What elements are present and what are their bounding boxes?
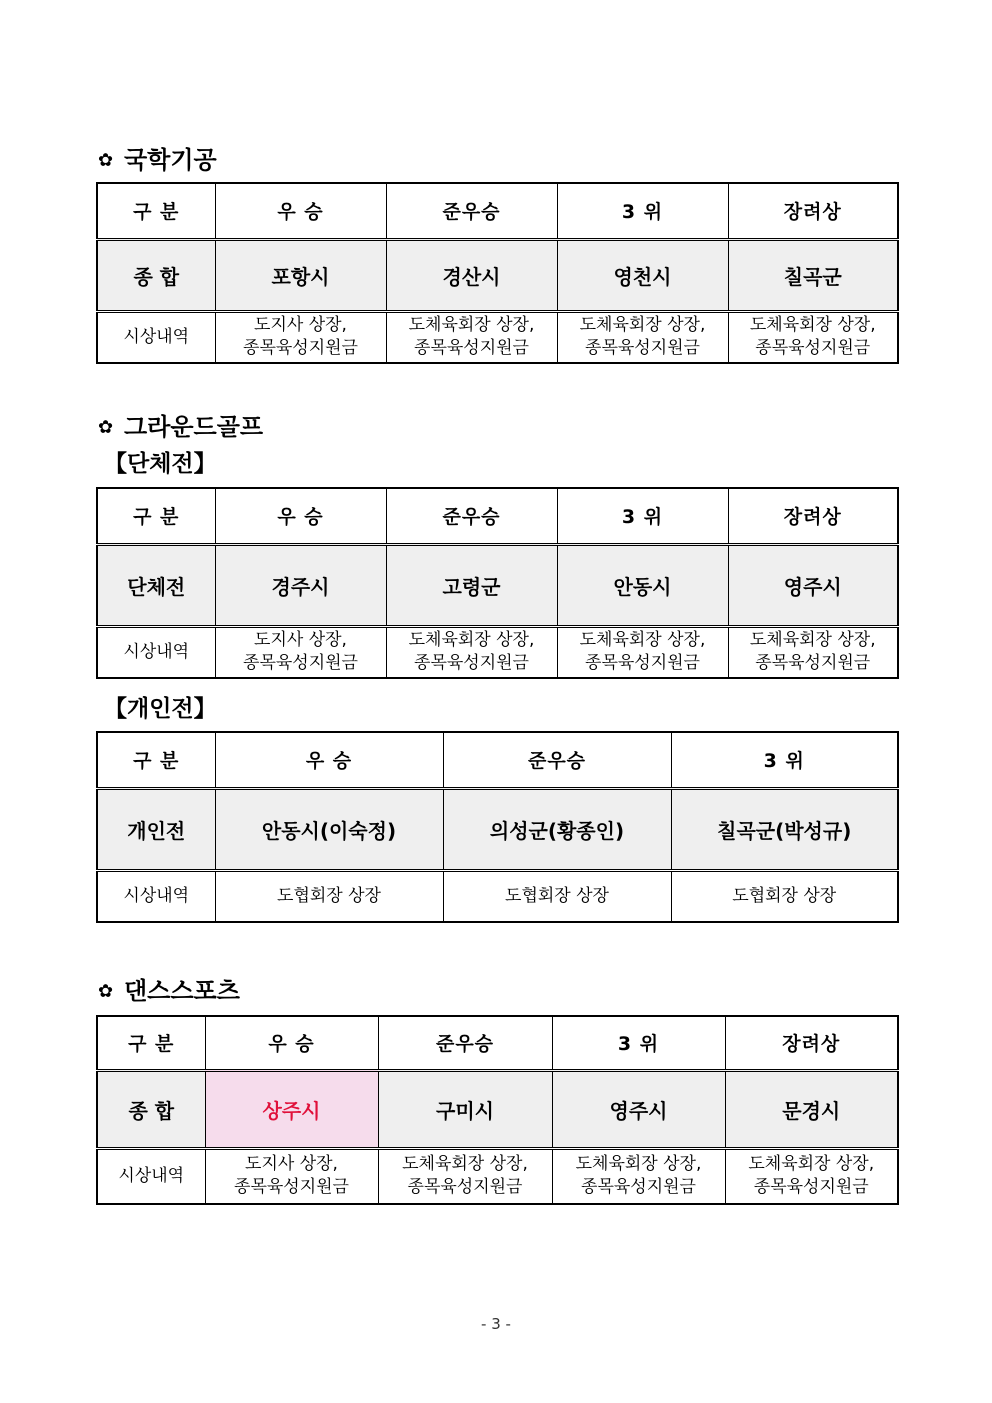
award-cell: 도체육회장 상장, 종목육성지원금 [557,626,728,678]
winner-cell: 영주시 [728,544,898,626]
table-header-row [97,1016,898,1070]
page-number: - 3 - [481,1315,511,1333]
header-cell: 3 위 [552,1016,725,1070]
ground-golf-team-table [96,487,899,679]
row-label: 시상내역 [97,870,215,922]
winner-cell: 칠곡군(박성규) [671,788,898,870]
awards-row [97,311,898,363]
award-cell: 도체육회장 상장, 종목육성지원금 [552,1148,725,1204]
header-cell: 준우승 [378,1016,552,1070]
header-cell: 구 분 [97,488,215,544]
header-cell: 준우승 [443,732,671,788]
winners-row [97,544,898,626]
award-cell: 도지사 상장, 종목육성지원금 [215,311,386,363]
awards-row [97,626,898,678]
winner-cell: 경산시 [386,239,557,311]
award-cell: 도체육회장 상장, 종목육성지원금 [725,1148,898,1204]
section-title-ground-golf [98,407,263,442]
row-label: 시상내역 [97,1148,205,1204]
row-label: 시상내역 [97,626,215,678]
table-header-row [97,732,898,788]
award-cell: 도체육회장 상장, 종목육성지원금 [557,311,728,363]
award-cell: 도체육회장 상장, 종목육성지원금 [386,311,557,363]
row-label: 단체전 [97,544,215,626]
winner-cell-highlighted: 상주시 [205,1070,378,1148]
header-cell: 3 위 [557,488,728,544]
header-cell: 장려상 [728,488,898,544]
winner-cell: 경주시 [215,544,386,626]
award-cell: 도체육회장 상장, 종목육성지원금 [386,626,557,678]
row-label: 종 합 [97,1070,205,1148]
header-cell: 구 분 [97,183,215,239]
winner-cell: 문경시 [725,1070,898,1148]
section-title-text: 그라운드골프 [124,413,264,441]
award-cell: 도체육회장 상장, 종목육성지원금 [378,1148,552,1204]
winner-cell: 구미시 [378,1070,552,1148]
award-cell: 도지사 상장, 종목육성지원금 [205,1148,378,1204]
header-cell: 구 분 [97,732,215,788]
flower-icon: ✿ [98,417,114,438]
winner-cell: 의성군(황종인) [443,788,671,870]
winner-cell: 안동시(이숙정) [215,788,443,870]
subtitle-team: 【단체전】 [104,451,217,477]
award-cell: 도협회장 상장 [443,870,671,922]
gukhak-table [96,182,899,364]
header-cell: 준우승 [386,488,557,544]
awards-row [97,1148,898,1204]
winner-cell: 영천시 [557,239,728,311]
award-cell: 도협회장 상장 [671,870,898,922]
winner-cell: 칠곡군 [728,239,898,311]
header-cell: 우 승 [205,1016,378,1070]
header-cell: 우 승 [215,488,386,544]
winner-cell: 포항시 [215,239,386,311]
header-cell: 3 위 [557,183,728,239]
header-cell: 우 승 [215,732,443,788]
section-title-gukhak [98,140,217,175]
row-label: 시상내역 [97,311,215,363]
winner-cell: 안동시 [557,544,728,626]
winners-row [97,788,898,870]
table-header-row [97,488,898,544]
winner-cell: 영주시 [552,1070,725,1148]
subtitle-individual: 【개인전】 [104,696,217,722]
header-cell: 장려상 [725,1016,898,1070]
winners-row [97,239,898,311]
award-cell: 도협회장 상장 [215,870,443,922]
award-cell: 도지사 상장, 종목육성지원금 [215,626,386,678]
ground-golf-individual-table [96,731,899,923]
header-cell: 장려상 [728,183,898,239]
row-label: 종 합 [97,239,215,311]
table-header-row [97,183,898,239]
winners-row [97,1070,898,1148]
award-cell: 도체육회장 상장, 종목육성지원금 [728,626,898,678]
header-cell: 3 위 [671,732,898,788]
award-cell: 도체육회장 상장, 종목육성지원금 [728,311,898,363]
winner-cell: 고령군 [386,544,557,626]
section-title-text: 국학기공 [124,146,217,174]
flower-icon: ✿ [98,981,114,1002]
header-cell: 우 승 [215,183,386,239]
section-title-text: 댄스스포츠 [124,977,240,1005]
flower-icon: ✿ [98,150,114,171]
row-label: 개인전 [97,788,215,870]
dance-table [96,1015,899,1205]
awards-row [97,870,898,922]
header-cell: 구 분 [97,1016,205,1070]
header-cell: 준우승 [386,183,557,239]
section-title-dance [98,971,240,1006]
